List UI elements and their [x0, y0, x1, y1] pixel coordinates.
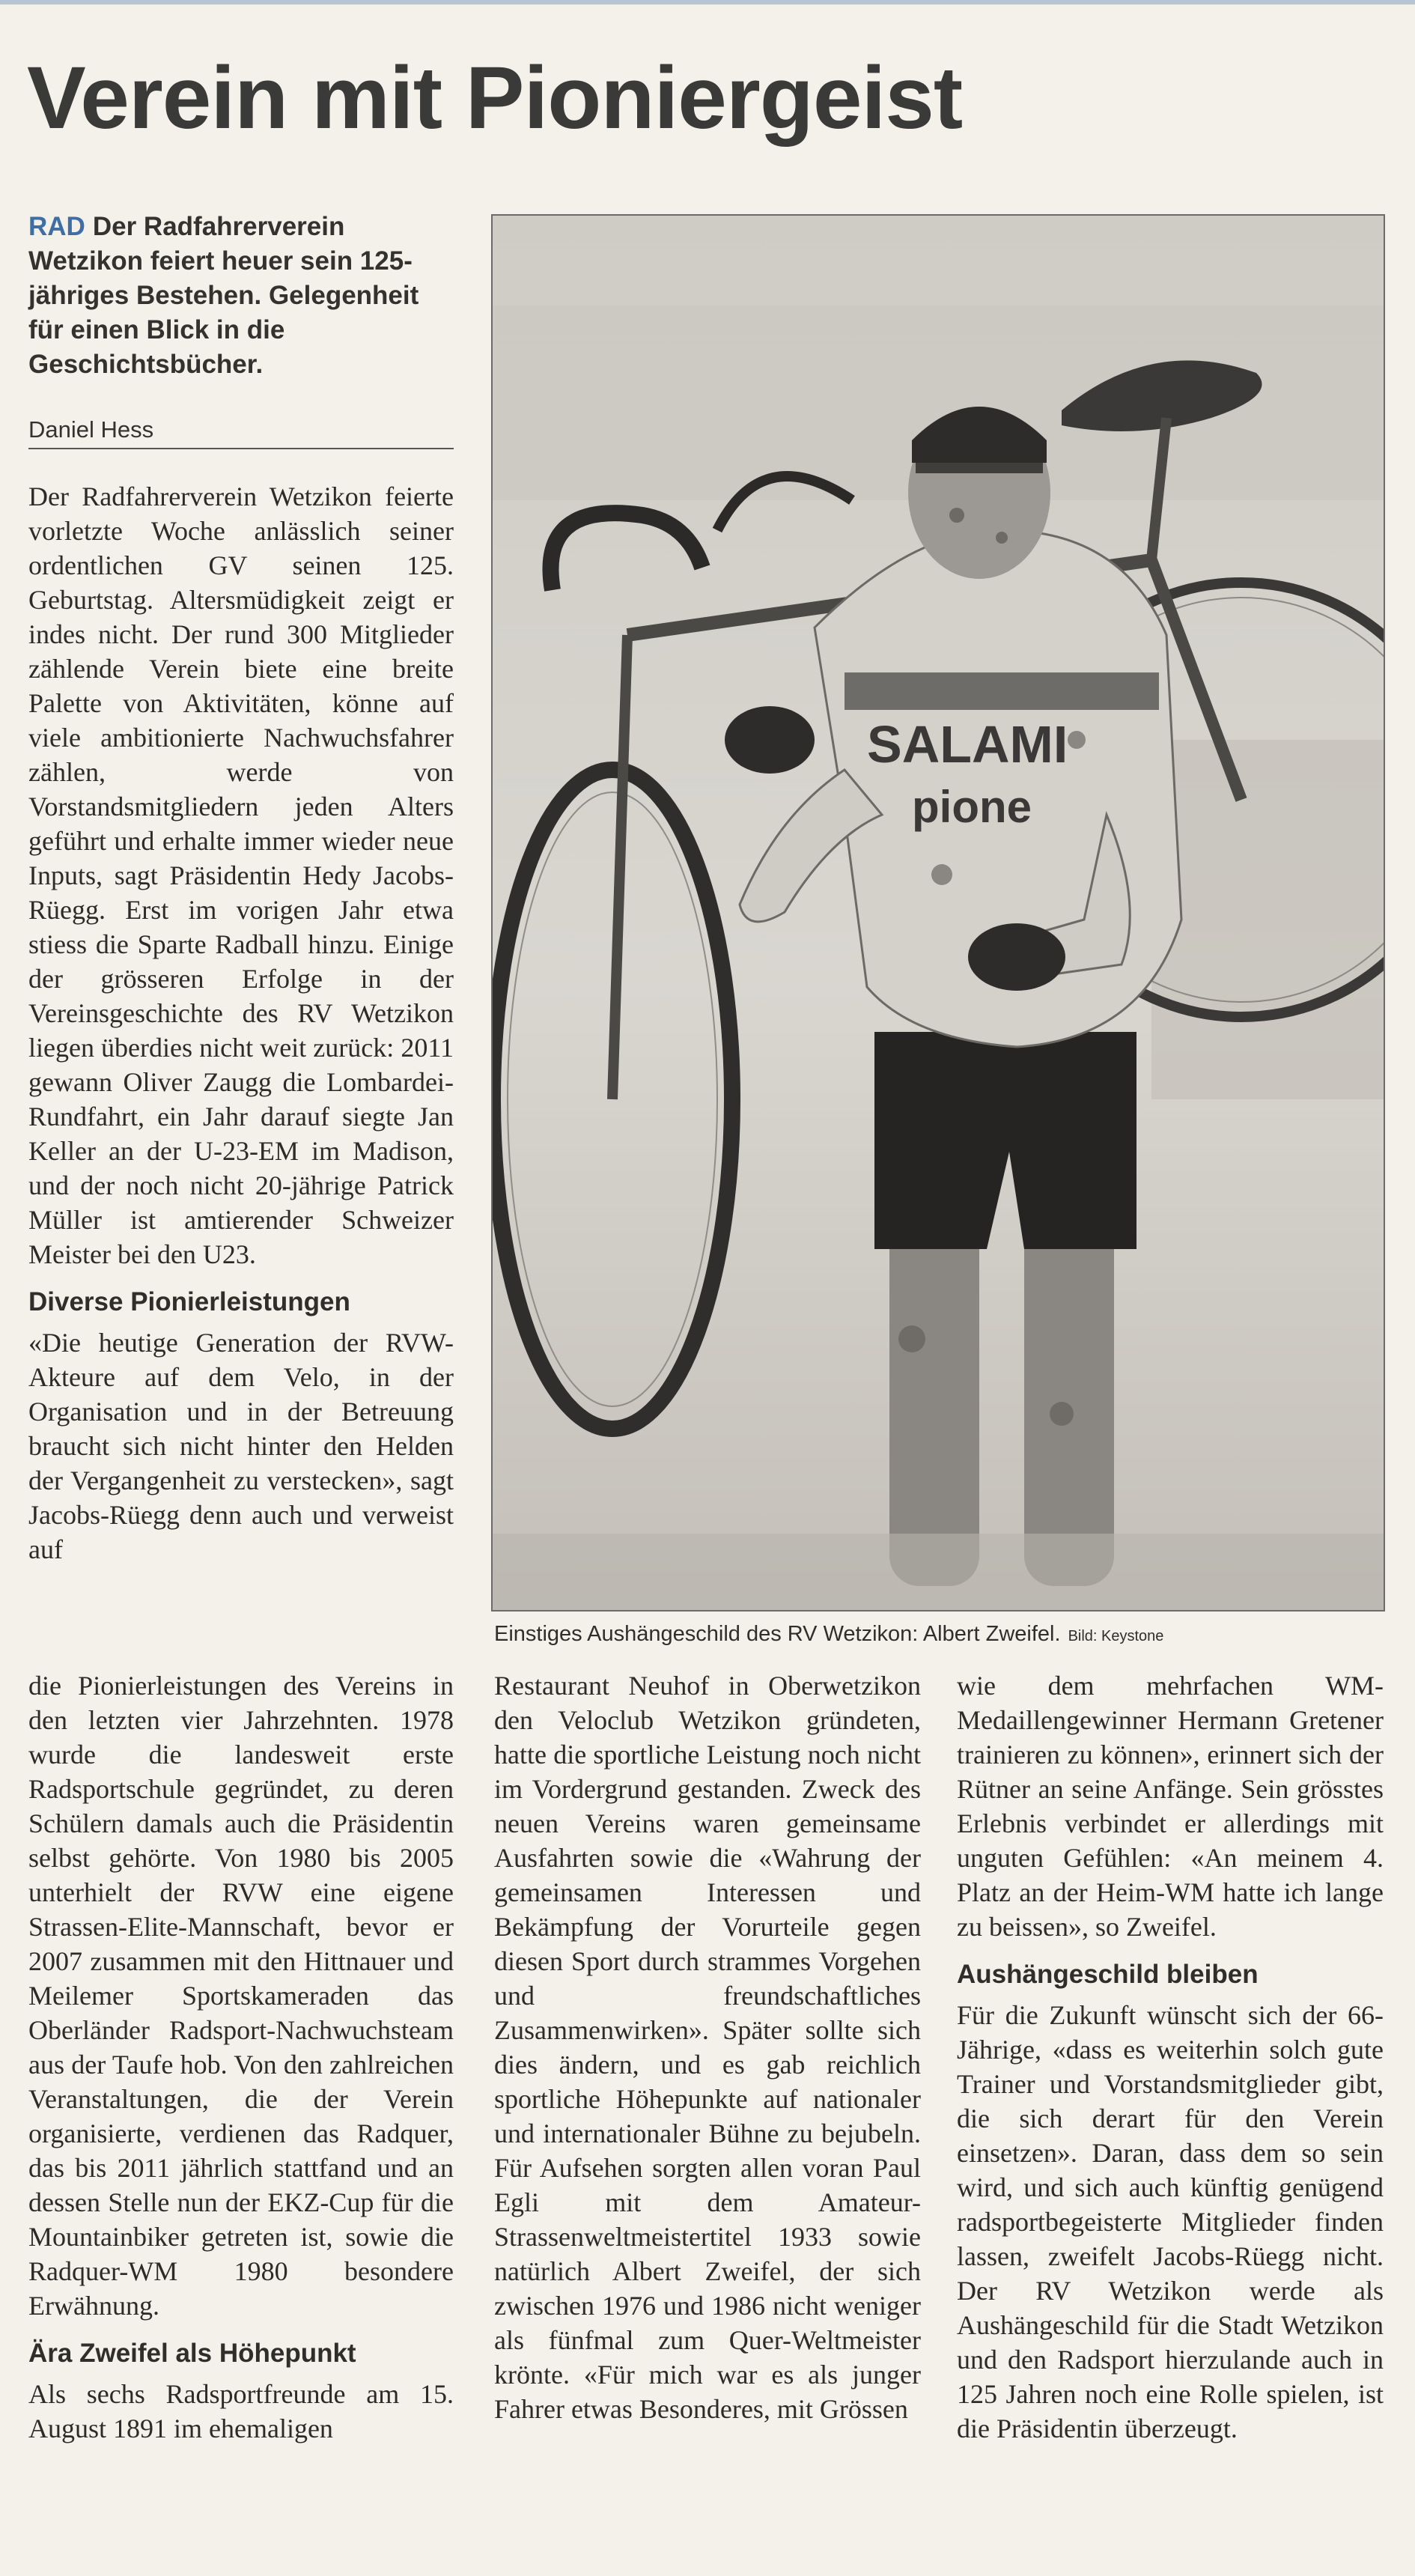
subheading-pionierleistungen: Diverse Pionierleistungen — [28, 1287, 350, 1316]
caption-text: Einstiges Aushängeschild des RV Wetzikon: Albert Zweifel. — [494, 1622, 1061, 1646]
photo-credit: Bild: Keystone — [1068, 1628, 1164, 1644]
author-byline: Daniel Hess — [28, 416, 454, 449]
lead-paragraph — [28, 210, 448, 382]
body-paragraph-3: Als sechs Radsportfreunde am 15. August 1891 im ehemaligen — [28, 2379, 454, 2443]
lead-text: Der Radfahrerverein Wetzikon feiert heuer sein 125-jähriges Bestehen. Gelegenheit für einen Blick in die Geschichtsbücher. — [28, 212, 419, 379]
section-kicker: RAD — [28, 212, 85, 241]
photo — [491, 214, 1385, 1611]
headline: Verein mit Pioniergeist — [27, 49, 963, 148]
photo-caption — [494, 1622, 1385, 1647]
body-paragraph-2b: die Pionierleistungen des Vereins in den letzten vier Jahrzehnten. 1978 wurde die landesweit erste Radsportschule gegründet, zu deren Schülern damals auch die Präsidentin selbst gehörte. Von 1980 bis 2005 unterhielt der RVW eine eigene Strassen-Elite-Mannschaft, bevor er 2007 zusammen mit den Hittnauer und Meilemer Sportskameraden das Oberländer Radsport-Nachwuchsteam aus der Taufe hob. Von den zahlreichen Veranstaltungen, die der Verein organisierte, verdienen das Radquer, das bis 2011 jährlich stattfand und an dessen Stelle nun der EKZ-Cup für die Mountainbiker getreten ist, sowie die Radquer-WM 1980 besondere Erwähnung. — [28, 1671, 454, 2321]
body-paragraph-5: wie dem mehrfachen WM-Medaillengewinner Hermann Gretener trainieren zu können», erinnert sich der Rütner an seine Anfänge. Sein grösstes Erlebnis verbindet er allerdings mit unguten Gefühlen: «An meinem 4. Platz an der Heim-WM hatte ich lange zu beissen», so Zweifel. — [957, 1671, 1384, 1942]
column-1-top — [28, 479, 454, 1567]
column-2 — [494, 1668, 921, 2426]
cyclist-photo-illustration — [493, 216, 1384, 1610]
top-rule — [0, 0, 1415, 4]
svg-text:pione: pione — [912, 782, 1032, 832]
body-paragraph-2a: «Die heutige Generation der RVW-Akteure auf dem Velo, in der Organisation und in der Betreuung braucht sich nicht hinter den Helden der Vergangenheit zu verstecken», sagt Jacobs-Rüegg denn auch und verweist auf — [28, 1328, 454, 1564]
body-paragraph-4: Restaurant Neuhof in Oberwetzikon den Veloclub Wetzikon gründeten, hatte die sportliche Leistung noch nicht im Vordergrund gestanden. Zweck des neuen Vereins waren gemeinsame Ausfahrten sowie die «Wahrung der gemeinsamen Interessen und Bekämpfung der Vorurteile gegen diesen Sport durch strammes Vorgehen und freundschaftliches Zusammenwirken». Später sollte sich dies ändern, und es gab reichlich sportliche Höhepunkte auf nationaler und internationaler Bühne zu bejubeln. Für Aufsehen sorgten allen voran Paul Egli mit dem Amateur-Strassenweltmeistertitel 1933 sowie natürlich Albert Zweifel, der sich zwischen 1976 und 1986 nicht weniger als fünfmal zum Quer-Weltmeister krönte. «Für mich war es als junger Fahrer etwas Besonderes, mit Grössen — [494, 1671, 921, 2424]
column-1-bottom — [28, 1668, 454, 2446]
subheading-aushaengeschild: Aushängeschild bleiben — [957, 1960, 1259, 1989]
column-3 — [957, 1668, 1384, 2446]
body-paragraph-6: Für die Zukunft wünscht sich der 66-Jährige, «dass es weiterhin solch gute Trainer und Vorstandsmitglieder gibt, die sich derart für den Verein einsetzen». Daran, dass dem so sein wird, und sich auch künftig genügend radsportbegeisterte Mitglieder finden lassen, zweifelt Jacobs-Rüegg nicht. Der RV Wetzikon werde als Aushängeschild für die Stadt Wetzikon und den Radsport hierzulande auch in 125 Jahren noch eine Rolle spielen, ist die Präsidentin überzeugt. — [957, 2000, 1384, 2443]
svg-text:SALAMI: SALAMI — [867, 715, 1068, 774]
body-paragraph-1: Der Radfahrerverein Wetzikon feierte vorletzte Woche anlässlich seiner ordentlichen GV seinen 125. Geburtstag. Altersmüdigkeit zeigt er indes nicht. Der rund 300 Mitglieder zählende Verein biete eine breite Palette von Aktivitäten, könne auf viele ambitionierte Nachwuchsfahrer zählen, werde von Vorstandsmitgliedern jeden Alters geführt und erhalte immer wieder neue Inputs, sagt Präsidentin Hedy Jacobs-Rüegg. Erst im vorigen Jahr etwa stiess die Sparte Radball hinzu. Einige der grösseren Erfolge in der Vereinsgeschichte des RV Wetzikon liegen überdies nicht weit zurück: 2011 gewann Oliver Zaugg die Lombardei-Rundfahrt, ein Jahr darauf siegte Jan Keller an der U-23-EM im Madison, und der noch nicht 20-jährige Patrick Müller ist amtierender Schweizer Meister bei den U23. — [28, 482, 454, 1269]
subheading-aera-zweifel: Ära Zweifel als Höhepunkt — [28, 2339, 356, 2368]
